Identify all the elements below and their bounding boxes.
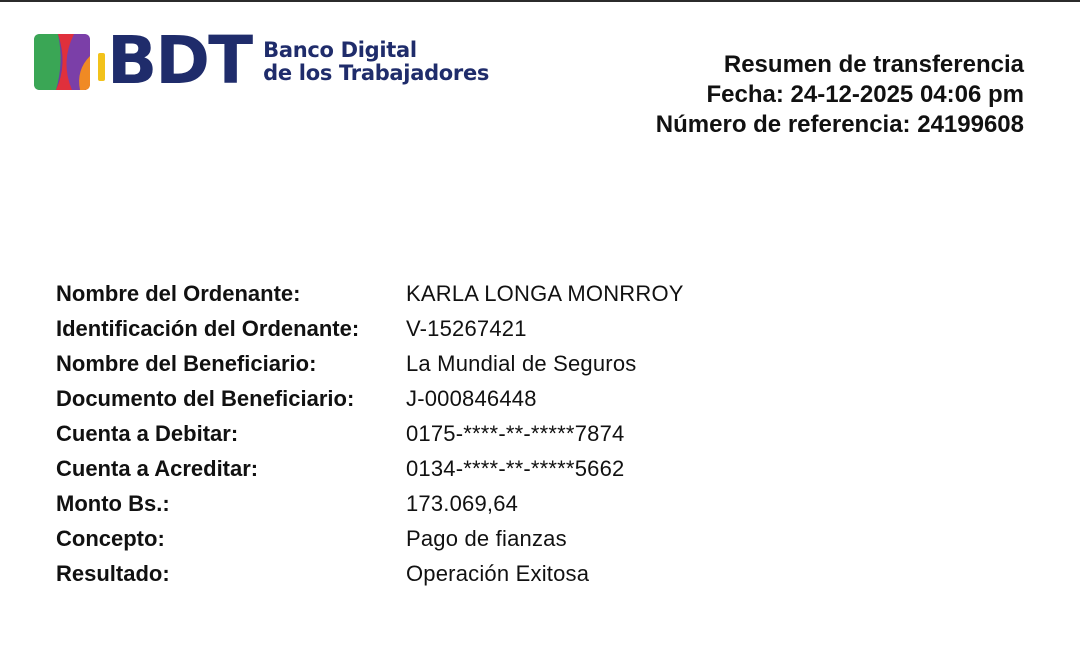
detail-value: V-15267421 xyxy=(406,315,527,341)
detail-value: La Mundial de Seguros xyxy=(406,350,637,376)
detail-row-ordering-name xyxy=(56,276,684,311)
logo-bank-name xyxy=(263,39,489,85)
detail-value: J-000846448 xyxy=(406,385,537,411)
detail-label: Monto Bs.: xyxy=(56,490,170,516)
bdt-logo-mark-icon xyxy=(34,34,90,90)
detail-row-beneficiary-document xyxy=(56,381,684,416)
detail-row-credit-account xyxy=(56,451,684,486)
logo-text-line2: de los Trabajadores xyxy=(263,61,490,85)
detail-label: Nombre del Beneficiario: xyxy=(56,350,317,376)
summary-date: Fecha: 24-12-2025 04:06 pm xyxy=(706,81,1024,108)
detail-row-amount xyxy=(56,486,684,521)
detail-value: KARLA LONGA MONRROY xyxy=(406,280,684,306)
detail-label: Resultado: xyxy=(56,560,170,586)
detail-row-concept xyxy=(56,521,684,556)
detail-row-debit-account xyxy=(56,416,684,451)
transfer-details xyxy=(56,276,684,591)
detail-value: 0134-****-**-*****5662 xyxy=(406,455,625,481)
logo-yellow-bar xyxy=(98,53,105,81)
transfer-summary-header xyxy=(656,50,1024,140)
logo-letters-text: BDT xyxy=(107,22,252,99)
summary-title: Resumen de transferencia xyxy=(723,51,1024,78)
detail-value: Pago de fianzas xyxy=(406,525,567,551)
detail-label: Cuenta a Acreditar: xyxy=(56,455,259,481)
detail-label: Nombre del Ordenante: xyxy=(56,280,301,306)
summary-reference: Número de referencia: 24199608 xyxy=(655,111,1024,138)
detail-row-beneficiary-name xyxy=(56,346,684,381)
detail-label: Cuenta a Debitar: xyxy=(56,420,239,446)
detail-label: Concepto: xyxy=(56,525,165,551)
logo-letters xyxy=(98,22,252,99)
detail-label: Documento del Beneficiario: xyxy=(56,385,355,411)
bank-logo xyxy=(34,22,490,99)
detail-value: 173.069,64 xyxy=(406,490,519,516)
detail-value: 0175-****-**-*****7874 xyxy=(406,420,625,446)
top-border-line xyxy=(0,0,1080,2)
detail-row-result xyxy=(56,556,684,591)
detail-label: Identificación del Ordenante: xyxy=(56,315,360,341)
detail-value: Operación Exitosa xyxy=(406,560,590,586)
detail-row-ordering-id xyxy=(56,311,684,346)
logo-text-line1: Banco Digital xyxy=(263,38,417,62)
